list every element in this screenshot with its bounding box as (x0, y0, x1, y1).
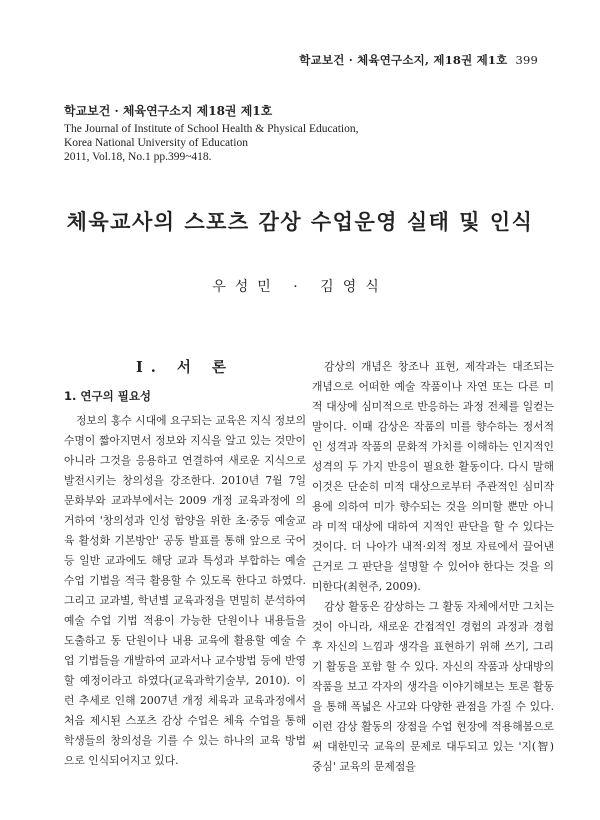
page-number: 399 (515, 53, 538, 67)
running-head (299, 52, 538, 68)
body-paragraph-right-1: 감상의 개념은 창조나 표현, 제작과는 대조되는 개념으로 어떠한 예술 작품이나 자연 또는 다른 미적 대상에 심미적으로 반응하는 과정 전체를 일컫는 말이다. 이때 감상은 작품의 미를 향수하는 정서적인 성격과 작품의 문화적 가치를 이해하는 인지적인 성격의 두 가지 반응이 필요한 활동이다. 다시 말해 이것은 단순히 미적 대상으로부터 주관적인 심미작용에 의하여 미가 향수되는 것을 의미할 뿐만 아니라 미적 대상에 대하여 지적인 판단을 할 수 있다는 것이다. 더 나아가 내적·외적 정보 자료에서 끌어낸 근거로 그 판단을 설명할 수 있어야 한다는 것을 의미한다(최현주, 2009). (312, 360, 554, 593)
journal-english-line-1: The Journal of Institute of School Health & Physical Education, (64, 123, 359, 135)
body-paragraph-right-2: 감상 활동은 감상하는 그 활동 자체에서만 그치는 것이 아니라, 새로운 간접적인 경험의 과정과 경험 후 자신의 느낌과 생각을 표현하기 위해 쓰기, 그리기 활동을 포함 할 수 있다. 자신의 작품과 상대방의 작품을 보고 각자의 생각을 이야기해보는 토론 활동을 통해 폭넓은 사고와 다양한 관점을 가질 수 있다. 이런 감상 활동의 장점을 수업 현장에 적용해봄으로써 대한민국 교육의 문제로 대두되고 있는 '지(智) 중심' 교육의 문제점을 (312, 600, 554, 773)
journal-english-line-2: Korea National University of Education (64, 137, 248, 149)
subsection-heading: 1. 연구의 필요성 (64, 389, 152, 403)
running-head-journal: 학교보건 · 체육연구소지, 제18권 제1호 (299, 53, 508, 67)
paper-title: 체육교사의 스포츠 감상 수업운영 실태 및 인식 (66, 209, 534, 234)
journal-info-block (64, 102, 534, 164)
left-column (64, 357, 306, 771)
journal-citation-line: 2011, Vol.18, No.1 pp.399~418. (64, 151, 212, 163)
right-column (312, 357, 554, 777)
body-paragraph-left: 정보의 홍수 시대에 요구되는 교육은 지식 정보의 수명이 짧아지면서 정보와 지식을 알고 있는 것만이 아니라 그것을 응용하고 연결하여 새로운 지식으로 발전시키는 창의성을 강조한다. 2010년 7월 7일 문화부와 교과부에서는 2009 개정 교육과정에 의거하여 '창의성과 인성 함양을 위한 초·중등 예술교육 활성화 기본방안' 공동 발표를 통해 앞으로 국어 등 일반 교과에도 해당 교과 특성과 부합하는 예술 수업 기법을 적극 활용할 수 있도록 한다고 하였다. 그리고 교과별, 학년별 교육과정을 면밀히 분석하여 예술 수업 기법 적용이 가능한 단원이나 내용들을 도출하고 동 단원이나 내용 교육에 활용할 예술 수업 기법들을 개발하여 교과서나 교수방법 등에 반영할 예정이라고 하였다(교육과학기술부, 2010). 이런 추세로 인해 2007년 개정 체육과 교육과정에서 처음 제시된 스포츠 감상 수업은 체육 수업을 통해 학생들의 창의성을 기를 수 있는 하나의 교육 방법으로 인식되어지고 있다. (64, 414, 306, 767)
section-heading: Ⅰ. 서 론 (136, 359, 234, 376)
journal-korean-title: 학교보건 · 체육연구소지 제18권 제1호 (64, 104, 273, 118)
paper-authors: 우성민 · 김영식 (212, 279, 388, 295)
